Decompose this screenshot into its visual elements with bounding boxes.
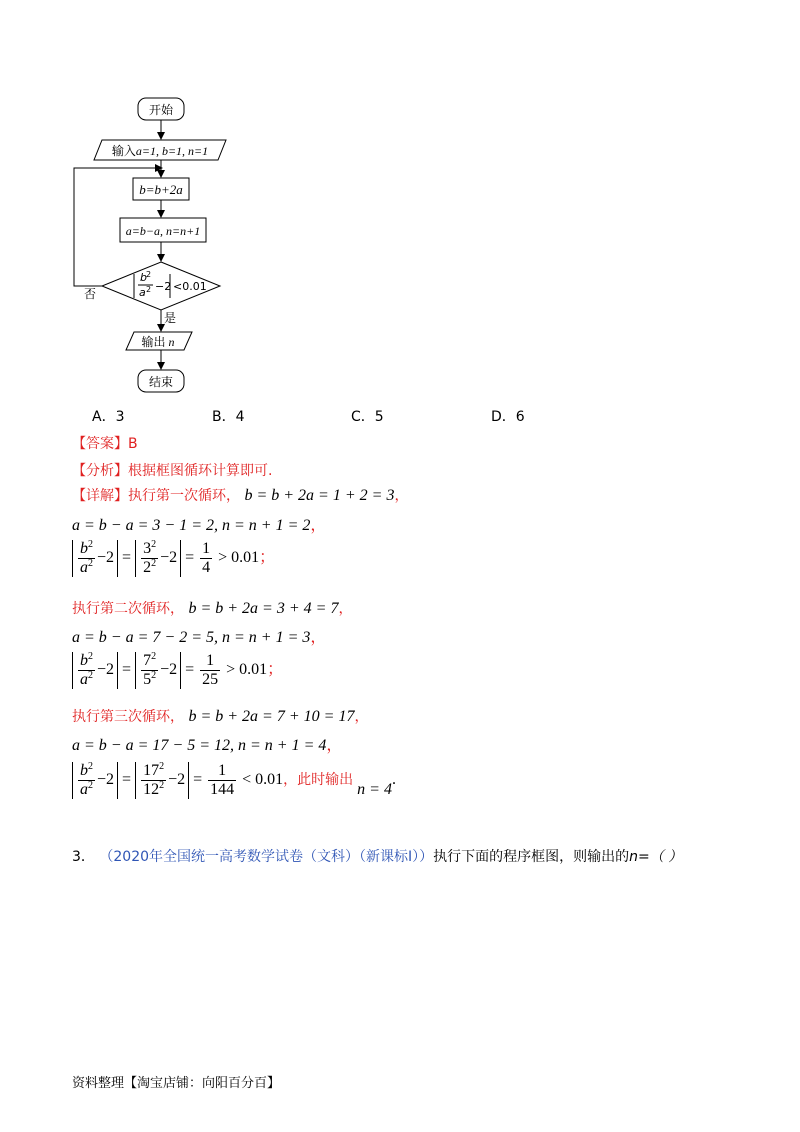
svg-text:2: 2 — [146, 270, 152, 279]
detail-loop3-line: 执行第三次循环， b = b + 2a = 7 + 10 = 17， — [72, 708, 369, 725]
question-3-text: 执行下面的程序框图，则输出的 — [433, 849, 630, 865]
analysis-text: 根据框图循环计算即可. — [128, 463, 273, 479]
flow-step2-text: a=b−a, n=n+1 — [125, 224, 201, 238]
svg-text:a: a — [139, 286, 146, 299]
loop2-label: 执行第二次循环， — [72, 601, 184, 617]
loop3-label: 执行第三次循环， — [72, 709, 184, 725]
question-3-var: n=（ ） — [629, 849, 683, 865]
loop1-b-eq: b = b + 2a = 1 + 2 = 3 — [244, 487, 395, 504]
flow-yes-label: 是 — [164, 311, 177, 325]
question-3 — [72, 846, 682, 866]
footer-note: 资料整理【淘宝店铺：向阳百分百】 — [72, 1076, 281, 1091]
flowchart — [60, 88, 240, 398]
analysis-tag: 【分析】 — [72, 463, 128, 479]
answer-value: B — [128, 436, 138, 452]
analysis-line — [72, 460, 272, 480]
loop1-a-eq: a = b − a = 3 − 1 = 2, n = n + 1 = 2， — [72, 517, 327, 534]
flow-start-text: 开始 — [148, 103, 174, 117]
loop1-label: 执行第一次循环， — [128, 488, 240, 504]
option-d: D．6 — [491, 409, 525, 425]
svg-text:−2: −2 — [155, 280, 172, 293]
detail-tag: 【详解】 — [72, 488, 128, 504]
detail-loop1-line: 【详解】执行第一次循环， b = b + 2a = 1 + 2 = 3， — [72, 487, 409, 504]
flow-input-text: 输入a=1, b=1, n=1 — [111, 144, 209, 158]
flow-output-text: 输出 n — [141, 335, 175, 349]
question-3-source: （2020年全国统一高考数学试卷（文科）（新课标Ⅰ）） — [99, 849, 434, 865]
flow-step1-text: b=b+2a — [139, 182, 183, 197]
question-3-number: 3． — [72, 849, 95, 865]
option-c: C．5 — [351, 409, 384, 425]
option-b: B．4 — [212, 409, 245, 425]
loop3-check: $\frac{b^2}{a^2}$ −2 = $\frac{17^2}{12^2}$ −2 = $\frac{1}{144}$ < 0.01，此时输出 n = 4. — [72, 762, 396, 799]
loop2-b-eq: b = b + 2a = 3 + 4 = 7 — [188, 600, 339, 617]
svg-text:<0.01: <0.01 — [173, 280, 207, 293]
loop1-check: $\frac{b^2}{a^2}$ −2 = $\frac{3^2}{2^2}$ −2 = $\frac{1}{4}$ > 0.01； — [72, 540, 275, 577]
flow-no-label: 否 — [84, 287, 97, 301]
loop3-a-eq: a = b − a = 17 − 5 = 12, n = n + 1 = 4， — [72, 737, 343, 754]
loop2-a-eq: a = b − a = 7 − 2 = 5, n = n + 1 = 3， — [72, 629, 327, 646]
loop2-check: $\frac{b^2}{a^2}$ −2 = $\frac{7^2}{5^2}$ −2 = $\frac{1}{25}$ > 0.01； — [72, 652, 283, 689]
detail-loop2-line: 执行第二次循环， b = b + 2a = 3 + 4 = 7， — [72, 600, 353, 617]
option-a: A．3 — [92, 409, 125, 425]
loop3-b-eq: b = b + 2a = 7 + 10 = 17 — [188, 708, 355, 725]
svg-text:b: b — [140, 271, 147, 284]
answer-tag: 【答案】 — [72, 436, 128, 452]
answer-line — [72, 433, 138, 453]
flow-end-text: 结束 — [148, 375, 174, 389]
svg-text:2: 2 — [146, 285, 152, 294]
